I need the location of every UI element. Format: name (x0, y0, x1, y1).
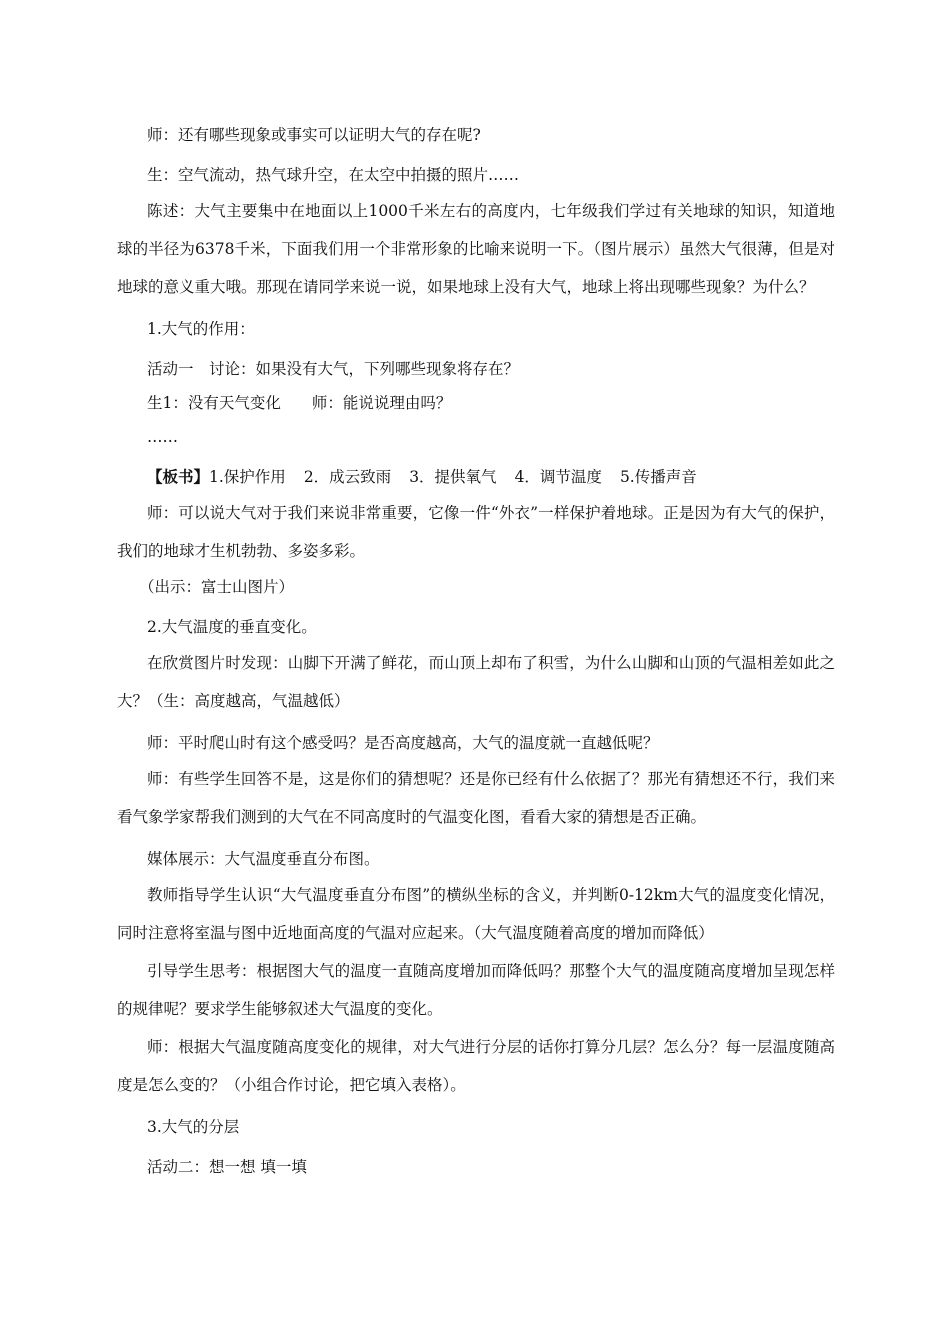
teacher-importance-paragraph: 师：可以说大气对于我们来说非常重要，它像一件“外衣”一样保护着地球。正是因为有大气的保护，我们的地球才生机勃勃、多姿多彩。 (117, 504, 835, 560)
board-item: 3．提供氧气 (409, 468, 497, 486)
activity-one-line: 活动一 讨论：如果没有大气，下列哪些现象将存在？ (147, 360, 520, 378)
blackboard-notes (117, 460, 835, 494)
document-body (117, 118, 835, 1184)
teacher-guidance-paragraph: 教师指导学生认识“大气温度垂直分布图”的横纵坐标的含义，并判断0-12km大气的温度变化情况，同时注意将室温与图中近地面高度的气温对应起来。（大气温度随着高度的增加而降低） (117, 886, 835, 942)
statement-paragraph: 陈述：大气主要集中在地面以上1000千米左右的高度内，七年级我们学过有关地球的知识，知道地球的半径为6378千米，下面我们用一个非常形象的比喻来说明一下。（图片展示）虽然大气很薄，但是对地球的意义重大哦。那现在请同学来说一说，如果地球上没有大气，地球上将出现哪些现象？为什么？ (117, 202, 835, 296)
ellipsis-line: …… (147, 428, 178, 446)
teacher-hypothesis-paragraph: 师：有些学生回答不是，这是你们的猜想呢？还是你已经有什么依据了？那光有猜想还不行，我们来看气象学家帮我们测到的大气在不同高度时的气温变化图，看看大家的猜想是否正确。 (117, 770, 835, 826)
guided-thinking-paragraph: 引导学生思考：根据图大气的温度一直随高度增加而降低吗？那整个大气的温度随高度增加呈现怎样的规律呢？要求学生能够叙述大气温度的变化。 (117, 962, 835, 1018)
show-image-line: （出示：富士山图片） (139, 578, 295, 596)
student-answer-line: 生：空气流动，热气球升空，在太空中拍摄的照片…… (147, 166, 520, 184)
activity-two-line: 活动二：想一想 填一填 (147, 1158, 307, 1176)
section-heading-layers: 3.大气的分层 (147, 1118, 240, 1136)
media-display-line: 媒体展示：大气温度垂直分布图。 (147, 850, 380, 868)
layering-question-paragraph: 师：根据大气温度随高度变化的规律，对大气进行分层的话你打算分几层？怎么分？每一层温度随高度是怎么变的？（小组合作讨论，把它填入表格）。 (117, 1038, 835, 1094)
board-label: 【板书】 (147, 467, 210, 486)
board-item: 5.传播声音 (619, 468, 697, 486)
student-one-line: 生1：没有天气变化 师：能说说理由吗？ (147, 394, 452, 412)
board-item: 1.保护作用 (209, 468, 286, 486)
teacher-climb-line: 师：平时爬山时有这个感受吗？是否高度越高，大气的温度就一直越低呢？ (147, 734, 659, 752)
section-heading-atmosphere-function: 1.大气的作用： (147, 320, 255, 338)
observation-paragraph: 在欣赏图片时发现：山脚下开满了鲜花，而山顶上却布了积雪，为什么山脚和山顶的气温相差如此之大？（生：高度越高，气温越低） (117, 654, 835, 710)
board-item: 2．成云致雨 (303, 468, 392, 486)
board-item: 4．调节温度 (514, 468, 602, 486)
teacher-question-line: 师：还有哪些现象或事实可以证明大气的存在呢? (147, 126, 481, 144)
section-heading-vertical-change: 2.大气温度的垂直变化。 (147, 618, 317, 636)
